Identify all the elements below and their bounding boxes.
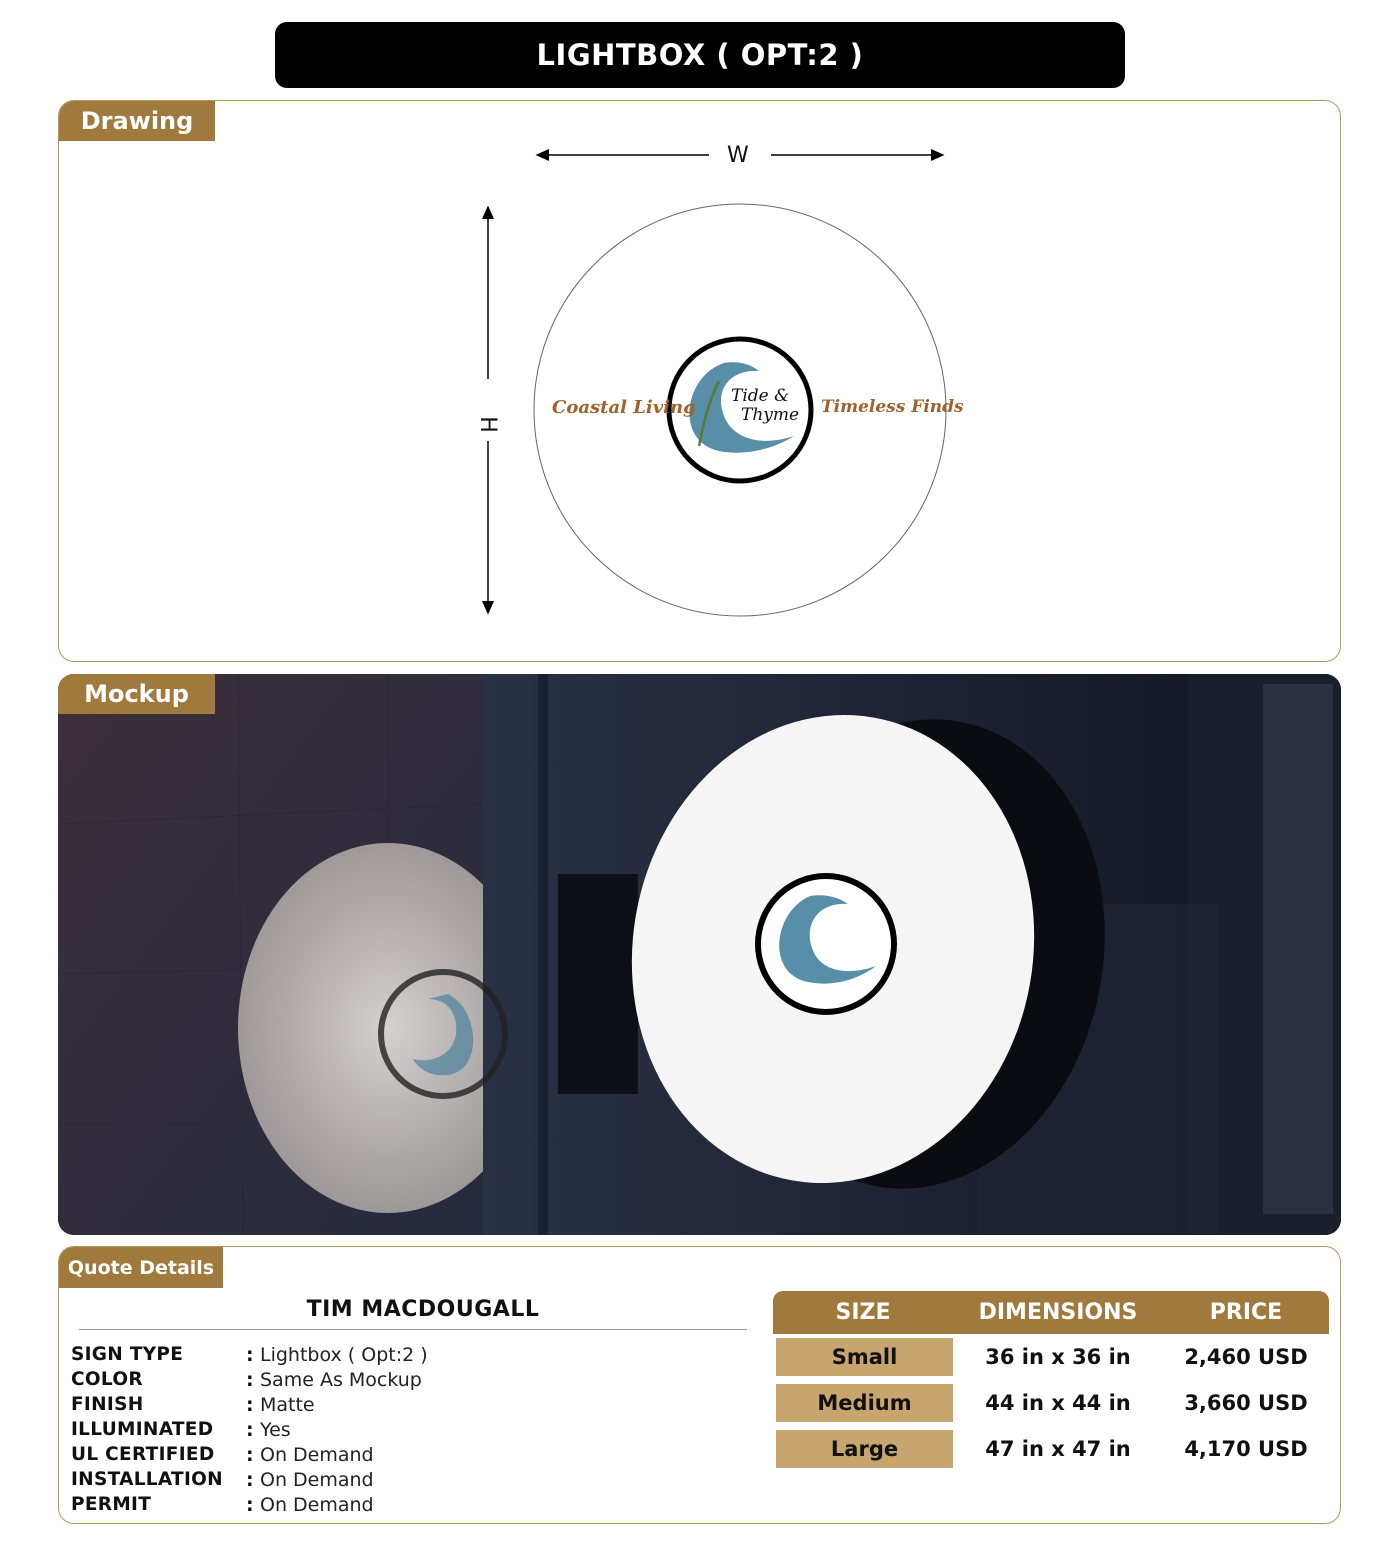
price-table-header [773,1291,1329,1334]
drawing-tab: Drawing [59,101,215,141]
dimensions-cell: 44 in x 44 in [985,1391,1131,1415]
drawing-panel [58,100,1341,662]
spec-key: FINISH [71,1394,144,1415]
spec-value: On Demand [260,1493,374,1516]
logo-center-line1: Tide & [731,386,790,406]
logo-left-text: Coastal Living [552,397,696,418]
spec-key: COLOR [71,1369,143,1390]
price-cell: 4,170 USD [1184,1437,1308,1461]
price-cell: 2,460 USD [1184,1345,1308,1369]
spec-row: UL CERTIFIED : On Demand [71,1443,374,1466]
size-cell: Small [776,1338,953,1376]
spec-key: SIGN TYPE [71,1344,184,1365]
header-price: PRICE [1209,1300,1283,1325]
mockup-panel [58,674,1341,1235]
header-dimensions: DIMENSIONS [978,1300,1138,1325]
spec-value: Yes [260,1418,291,1441]
width-label: W [727,143,749,168]
spec-row: PERMIT : On Demand [71,1493,374,1516]
client-name: TIM MACDOUGALL [306,1297,540,1322]
mockup-image [58,674,1341,1235]
table-row [773,1334,1329,1380]
size-cell: Large [776,1430,953,1468]
spec-key: INSTALLATION [71,1469,223,1490]
page-title: LIGHTBOX ( OPT:2 ) [275,22,1125,88]
spec-row: ILLUMINATED : Yes [71,1418,291,1441]
price-cell: 3,660 USD [1184,1391,1308,1415]
spec-value: Matte [260,1393,315,1416]
dimensions-cell: 47 in x 47 in [985,1437,1131,1461]
spec-value: Same As Mockup [260,1368,422,1391]
logo-center-line2: Thyme [741,405,800,425]
divider [79,1329,747,1330]
spec-row: FINISH : Matte [71,1393,315,1416]
spec-row: INSTALLATION : On Demand [71,1468,374,1491]
spec-row: SIGN TYPE : Lightbox ( Opt:2 ) [71,1343,428,1366]
table-row [773,1380,1329,1426]
spec-value: On Demand [260,1468,374,1491]
dimensions-cell: 36 in x 36 in [985,1345,1131,1369]
spec-key: PERMIT [71,1494,152,1515]
quote-tab: Quote Details [59,1247,223,1288]
height-label: H [474,416,500,433]
technical-drawing [59,101,1341,662]
spec-value: On Demand [260,1443,374,1466]
logo-right-text: Timeless Finds [821,397,964,417]
spec-key: UL CERTIFIED [71,1444,215,1465]
table-row [773,1426,1329,1472]
mockup-tab: Mockup [58,674,215,714]
size-cell: Medium [776,1384,953,1422]
price-table [773,1291,1329,1472]
spec-key: ILLUMINATED [71,1419,214,1440]
quote-panel [58,1246,1341,1524]
spec-row: COLOR : Same As Mockup [71,1368,422,1391]
header-size: SIZE [835,1300,891,1325]
spec-value: Lightbox ( Opt:2 ) [260,1343,428,1366]
